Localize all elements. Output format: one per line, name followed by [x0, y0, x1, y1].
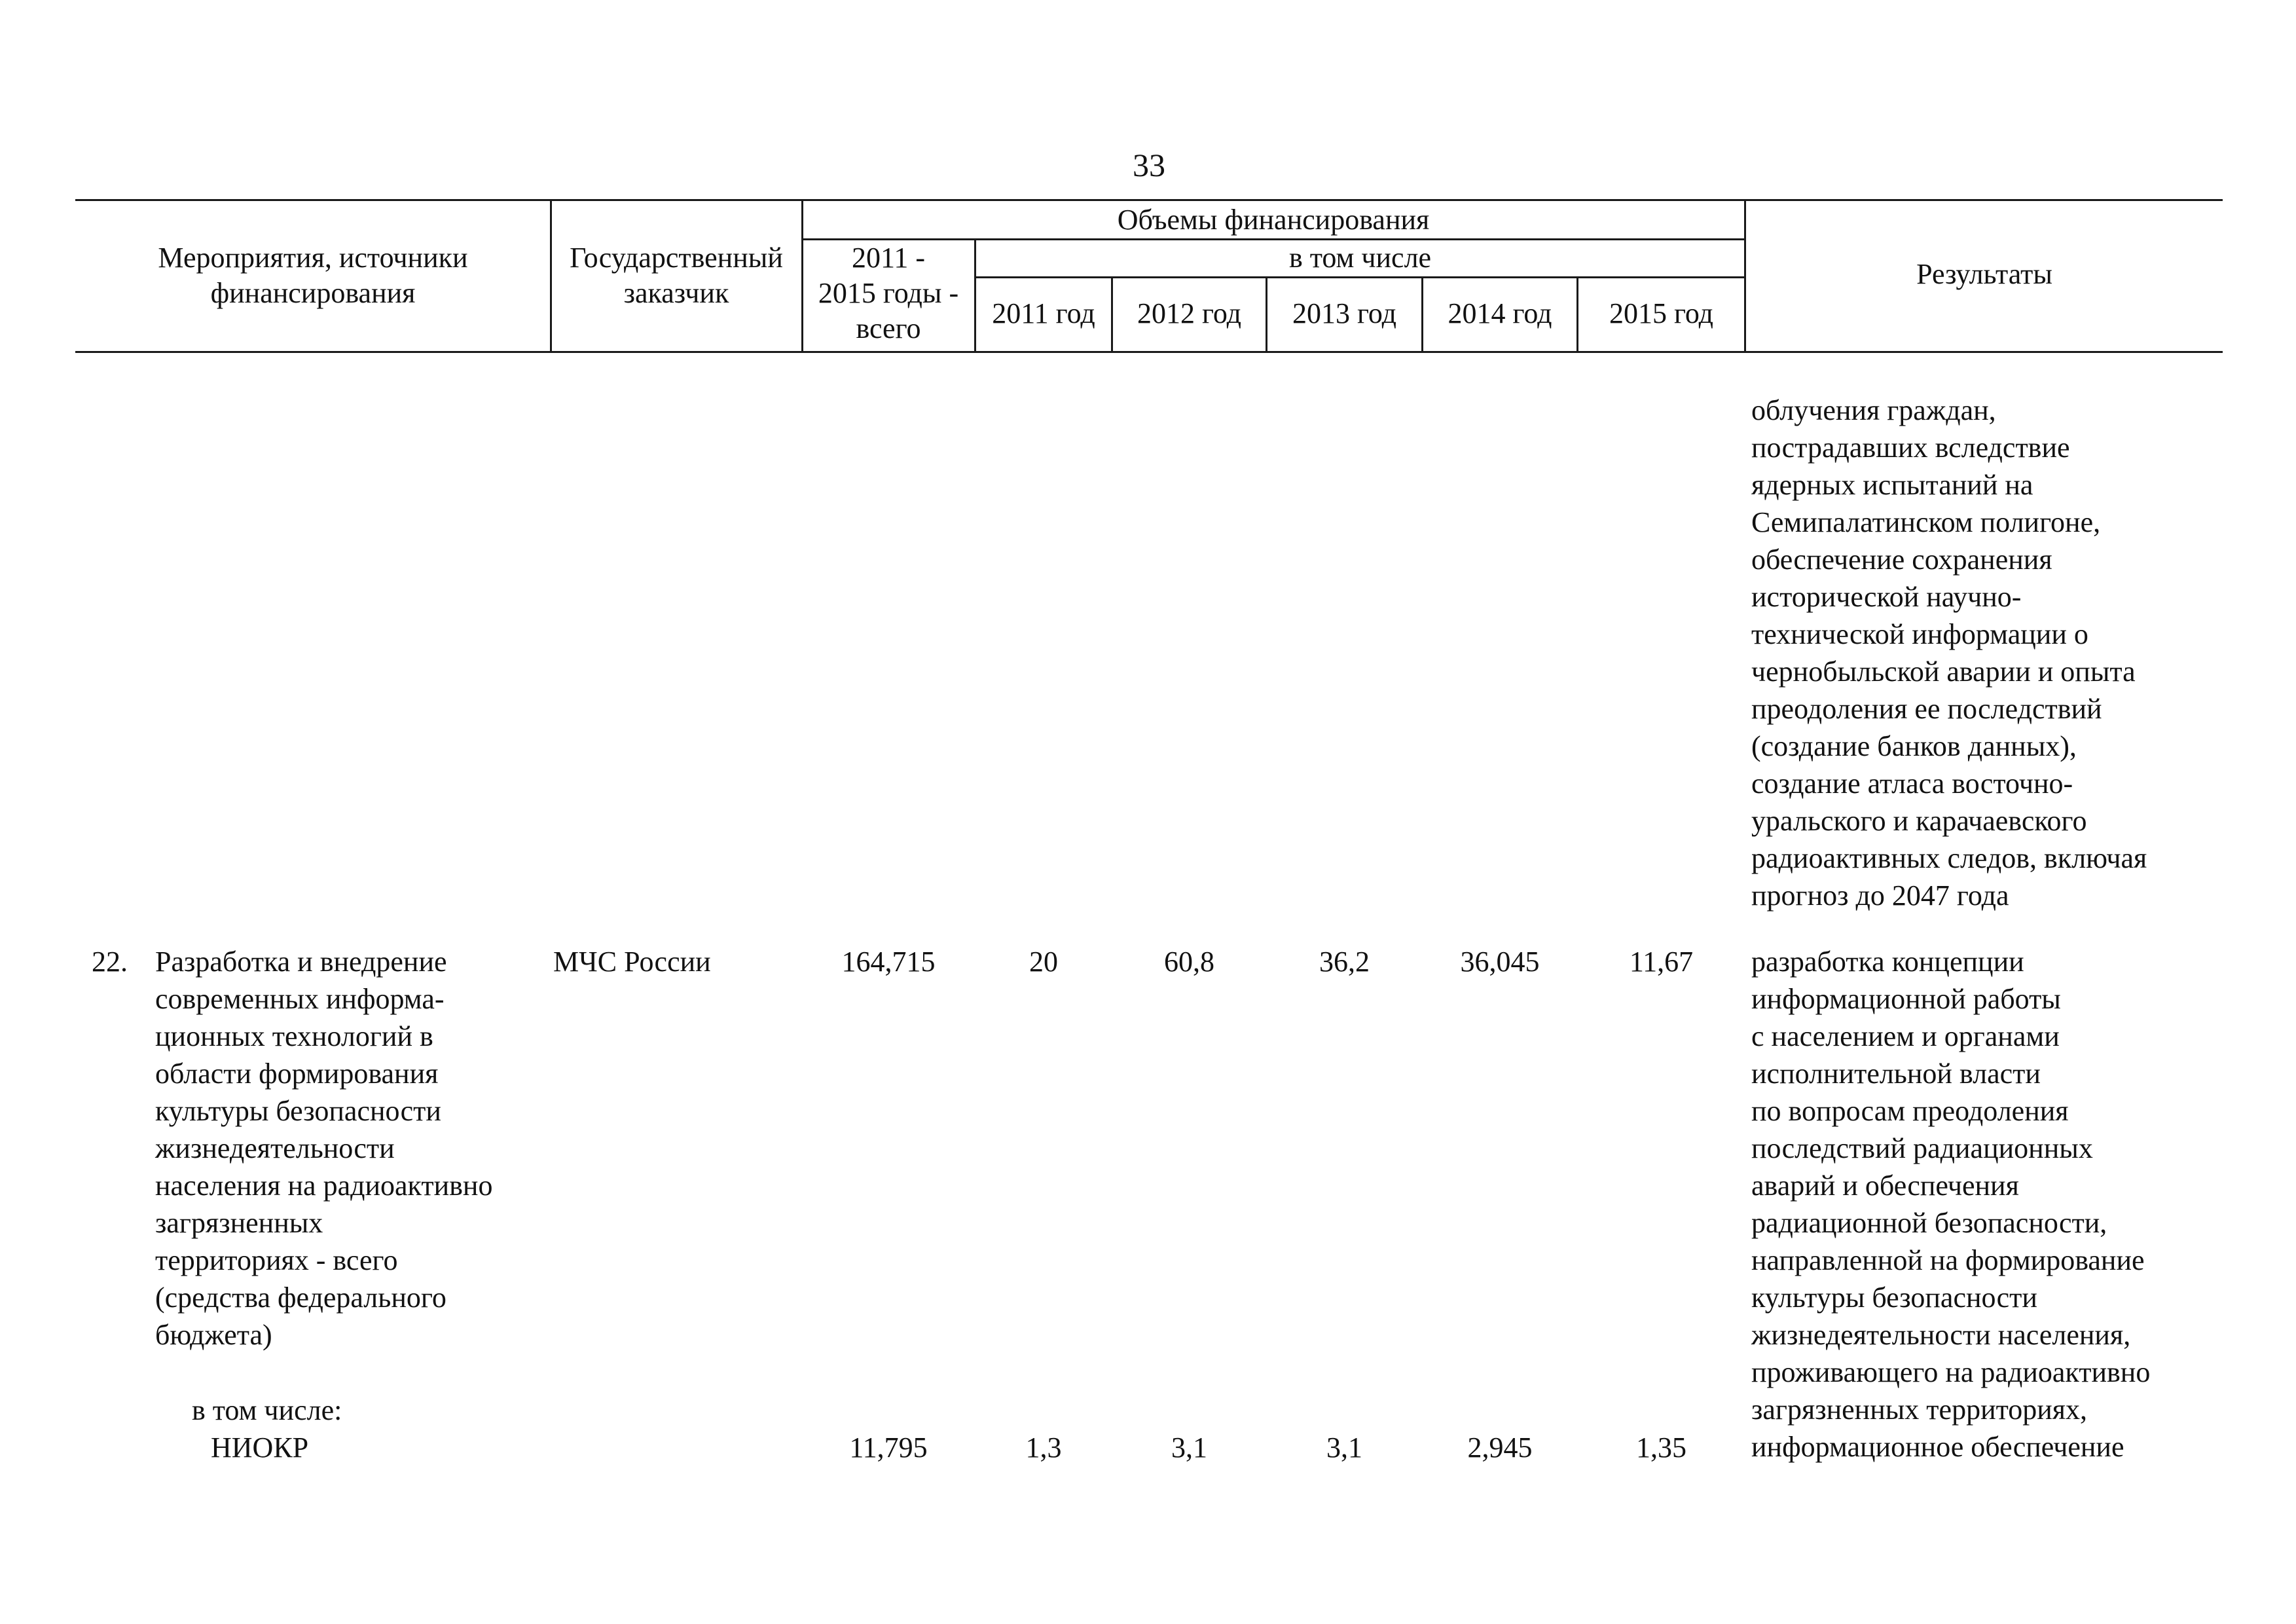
result-line: разработка концепции [1751, 946, 2024, 978]
value-2013: 36,2 [1319, 946, 1370, 978]
header-total-line3: всего [856, 312, 921, 344]
header-total-line2: 2015 годы - [818, 277, 959, 309]
header-year-2014: 2014 год [1448, 297, 1552, 329]
activity-line: современных информа- [155, 983, 445, 1015]
activity-line: области формирования [155, 1058, 439, 1090]
header-year-2015: 2015 год [1609, 297, 1714, 329]
activity-line: населения на радиоактивно [155, 1170, 493, 1202]
total-2011-2015: 164,715 [841, 946, 936, 978]
header-activities-line2: финансирования [210, 277, 416, 309]
result-line: исполнительной власти [1751, 1058, 2041, 1090]
activity-line: территориях - всего [155, 1244, 398, 1276]
result-line: загрязненных территориях, [1751, 1393, 2088, 1426]
niokr-total: 11,795 [849, 1431, 928, 1464]
header-year-2013: 2013 год [1292, 297, 1397, 329]
state-customer: МЧС России [553, 946, 711, 978]
result-line: информационной работы [1751, 983, 2061, 1015]
activity-line: жизнедеятельности [155, 1132, 395, 1164]
header-funding-volumes: Объемы финансирования [1117, 204, 1430, 236]
result-line: культуры безопасности [1751, 1282, 2037, 1314]
niokr-label: НИОКР [211, 1431, 309, 1464]
continued-results-line: прогноз до 2047 года [1751, 879, 2009, 912]
value-2011: 20 [1029, 946, 1058, 978]
continued-results-line: создание атласа восточно- [1751, 767, 2073, 800]
result-line: по вопросам преодоления [1751, 1095, 2069, 1127]
table-top-border [75, 199, 2223, 201]
header-year-2011: 2011 год [992, 297, 1095, 329]
header-results: Результаты [1916, 258, 2052, 290]
activity-line: культуры безопасности [155, 1095, 441, 1127]
header-customer-line2: заказчик [623, 277, 729, 309]
activity-line: ционных технологий в [155, 1020, 433, 1052]
header-year-2012: 2012 год [1137, 297, 1242, 329]
header-total [803, 240, 974, 346]
result-line: проживающего на радиоактивно [1751, 1356, 2151, 1388]
including-label: в том числе: [192, 1394, 342, 1426]
niokr-2011: 1,3 [1025, 1431, 1062, 1464]
row22-results [1751, 943, 2223, 1466]
continued-results-line: уральского и карачаевского [1751, 805, 2087, 837]
activity-line: Разработка и внедрение [155, 946, 447, 978]
niokr-2012: 3,1 [1171, 1431, 1207, 1464]
continued-results-line: радиоактивных следов, включая [1751, 842, 2147, 874]
continued-results-line: технической информации о [1751, 618, 2088, 650]
continued-results-line: (создание банков данных), [1751, 730, 2077, 762]
continued-results-line: Семипалатинском полигоне, [1751, 506, 2101, 538]
continued-results-line: преодоления ее последствий [1751, 693, 2102, 725]
including-subheader-border [975, 276, 1745, 278]
result-line: жизнедеятельности населения, [1751, 1319, 2131, 1351]
header-total-line1: 2011 - [851, 242, 926, 274]
continued-results-line: ядерных испытаний на [1751, 469, 2033, 501]
header-customer [551, 240, 801, 311]
result-line: информационное обеспечение [1751, 1431, 2124, 1463]
table-header-bottom-border [75, 351, 2223, 353]
activity-line: загрязненных [155, 1207, 323, 1239]
value-2012: 60,8 [1164, 946, 1214, 978]
activity-description [155, 943, 492, 1354]
niokr-2013: 3,1 [1326, 1431, 1362, 1464]
header-activities [77, 240, 549, 311]
continued-results-line: облучения граждан, [1751, 394, 1996, 426]
continued-results-line: исторической научно- [1751, 581, 2022, 613]
niokr-2014: 2,945 [1467, 1431, 1533, 1464]
result-line: последствий радиационных [1751, 1132, 2093, 1164]
value-2015: 11,67 [1629, 946, 1694, 978]
page-number: 33 [1133, 147, 1165, 183]
continued-results [1751, 392, 2223, 914]
header-including: в том числе [1288, 242, 1432, 274]
value-2014: 36,045 [1460, 946, 1540, 978]
continued-results-line: пострадавших вследствие [1751, 432, 2070, 464]
header-activities-line1: Мероприятия, источники [158, 242, 468, 274]
header-customer-line1: Государственный [570, 242, 783, 274]
row-number: 22. [92, 946, 128, 978]
continued-results-line: обеспечение сохранения [1751, 544, 2052, 576]
result-line: аварий и обеспечения [1751, 1170, 2019, 1202]
activity-line: (средства федерального [155, 1282, 446, 1314]
activity-line: бюджета) [155, 1319, 272, 1351]
niokr-2015: 1,35 [1636, 1431, 1686, 1464]
continued-results-line: чернобыльской аварии и опыта [1751, 655, 2136, 688]
result-line: направленной на формирование [1751, 1244, 2145, 1276]
result-line: радиационной безопасности, [1751, 1207, 2107, 1239]
result-line: с населением и органами [1751, 1020, 2060, 1052]
